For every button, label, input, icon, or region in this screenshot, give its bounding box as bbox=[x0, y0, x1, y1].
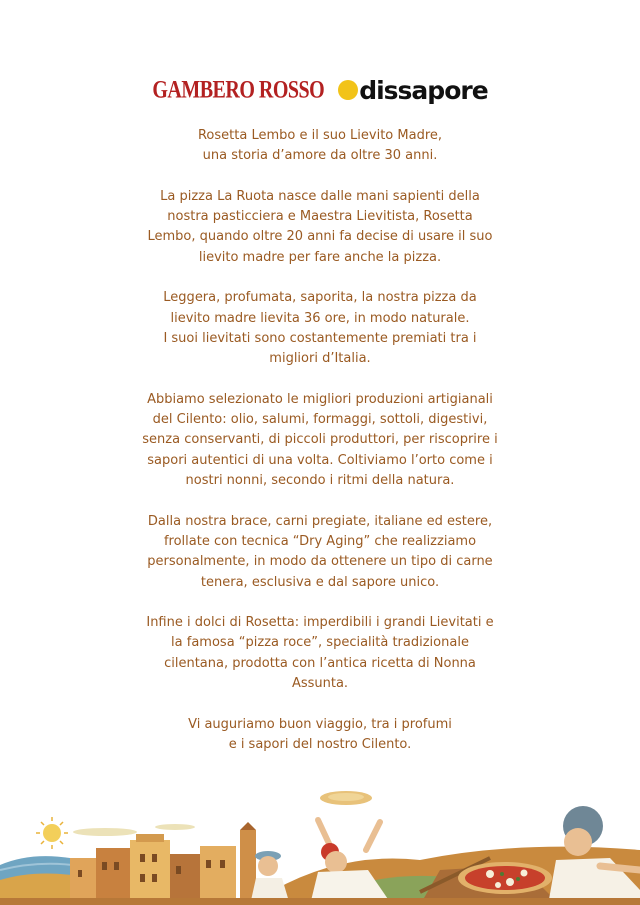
gambero-rosso-logo bbox=[152, 76, 324, 105]
cloud-icon-2 bbox=[155, 824, 195, 830]
sun-icon bbox=[36, 817, 68, 849]
dissapore-logo bbox=[338, 76, 487, 105]
paragraph-cilento-products: Abbiamo selezionato le migliori produzioni artigianali del Cilento: olio, salumi, formaggi, sottoli, digestivi, senza conservanti, di piccoli produttori, per riscoprire i sapori autentici di una volta. Coltiviamo l’orto come i nostri nonni, secondo i ritmi della natura. bbox=[142, 391, 498, 489]
story-text bbox=[140, 126, 500, 776]
pizzaiolo-center bbox=[310, 791, 392, 905]
cilento-illustration bbox=[0, 770, 640, 905]
paragraph-grill-meats: Dalla nostra brace, carni pregiate, italiane ed estere, frollate con tecnica “Dry Aging” che realizziamo personalmente, in modo da ottenere un tipo di carne tenera, esclusiva e dal sapore unico. bbox=[147, 513, 493, 590]
paragraph-pizza-quality: Leggera, profumata, saporita, la nostra pizza da lievito madre lievita 36 ore, in modo naturale. I suoi lievitati sono costantemente premiati tra i migliori d’Italia. bbox=[163, 290, 477, 367]
logo-row bbox=[0, 70, 640, 110]
paragraph-pizza-origin: La pizza La Ruota nasce dalle mani sapienti della nostra pasticciera e Maestra Lievitista, Rosetta Lembo, quando oltre 20 anni fa decise di usare il suo lievito madre per fare anche la pizza. bbox=[147, 188, 493, 265]
dissapore-wordmark: dissapore bbox=[359, 75, 488, 105]
cloud-icon bbox=[73, 828, 137, 836]
gambero-rosso-wordmark: GAMBERO ROSSO bbox=[152, 75, 325, 104]
paragraph-desserts: Infine i dolci di Rosetta: imperdibili i grandi Lievitati e la famosa “pizza roce”, specialità tradizionale cilentana, prodotta con l’antica ricetta di Nonna Assunta. bbox=[146, 615, 494, 692]
paragraph-intro: Rosetta Lembo e il suo Lievito Madre, una storia d’amore da oltre 30 anni. bbox=[197, 128, 443, 164]
paragraph-closing: Vi auguriamo buon viaggio, tra i profumi e i sapori del nostro Cilento. bbox=[188, 716, 452, 752]
dissapore-dot-icon bbox=[338, 80, 358, 100]
